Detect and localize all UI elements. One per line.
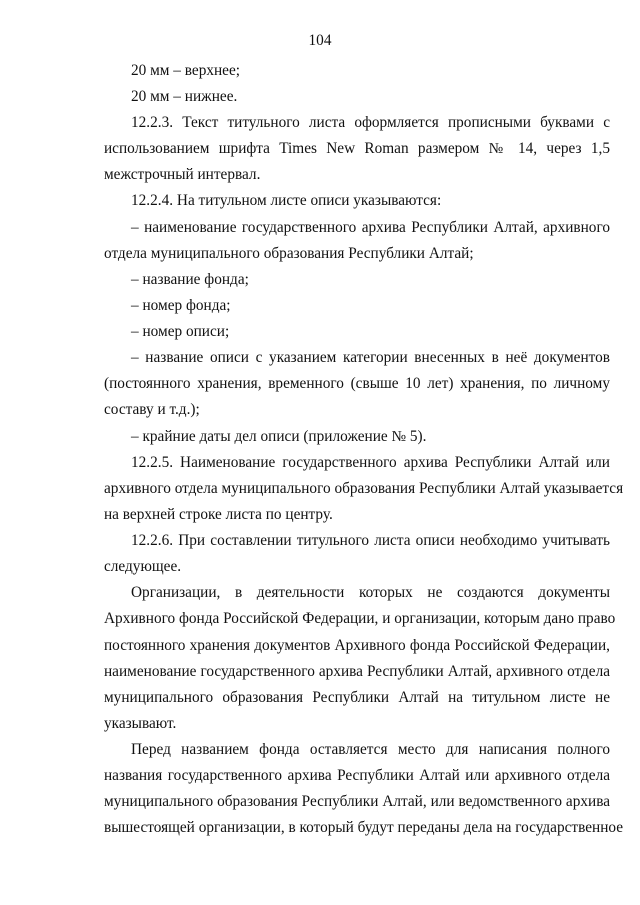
text-line: – номер описи; [131, 323, 230, 340]
text-line: наименование государственного архива Республики Алтай, архивного отдела [104, 663, 610, 680]
text-line: 12.2.3. Текст титульного листа оформляется прописными буквами с [131, 114, 610, 131]
text-line: 12.2.6. При составлении титульного листа описи необходимо учитывать [131, 532, 610, 549]
text-line: 20 мм – верхнее; [131, 62, 241, 79]
text-line: Архивного фонда Российской Федерации, и организации, которым дано право [104, 610, 616, 627]
text-line: – номер фонда; [131, 297, 231, 314]
text-line: 12.2.5. Наименование государственного архива Республики Алтай или [131, 454, 610, 471]
text-line: Перед названием фонда оставляется место для написания полного [131, 741, 610, 758]
text-line: – название фонда; [131, 271, 249, 288]
text-line: – название описи с указанием категории внесенных в неё документов [131, 349, 610, 366]
page-number: 104 [308, 32, 332, 49]
text-line: Организации, в деятельности которых не создаются документы [131, 584, 610, 601]
text-line: вышестоящей организации, в который будут переданы дела на государственное [104, 819, 624, 836]
text-line: – крайние даты дел описи (приложение № 5). [131, 428, 427, 445]
text-line: 20 мм – нижнее. [131, 88, 238, 105]
text-line: использованием шрифта Times New Roman размером № 14, через 1,5 [104, 140, 610, 157]
text-line: межстрочный интервал. [104, 166, 261, 183]
text-line: названия государственного архива Республики Алтай или архивного отдела [104, 767, 610, 784]
text-line: муниципального образования Республики Алтай, или ведомственного архива [104, 793, 610, 810]
text-line: следующее. [104, 558, 182, 575]
text-line: отдела муниципального образования Республики Алтай; [104, 245, 474, 262]
text-line: составу и т.д.); [104, 401, 200, 418]
text-line: (постоянного хранения, временного (свыше 10 лет) хранения, по личному [104, 375, 610, 392]
text-line: постоянного хранения документов Архивного фонда Российской Федерации, [104, 637, 610, 654]
text-line: 12.2.4. На титульном листе описи указываются: [131, 192, 442, 209]
text-line: муниципального образования Республики Алтай на титульном листе не [104, 689, 610, 706]
text-line: архивного отдела муниципального образования Республики Алтай указывается [104, 480, 624, 497]
text-line: – наименование государственного архива Республики Алтай, архивного [131, 219, 610, 236]
text-line: на верхней строке листа по центру. [104, 506, 333, 523]
text-line: указывают. [104, 715, 177, 732]
